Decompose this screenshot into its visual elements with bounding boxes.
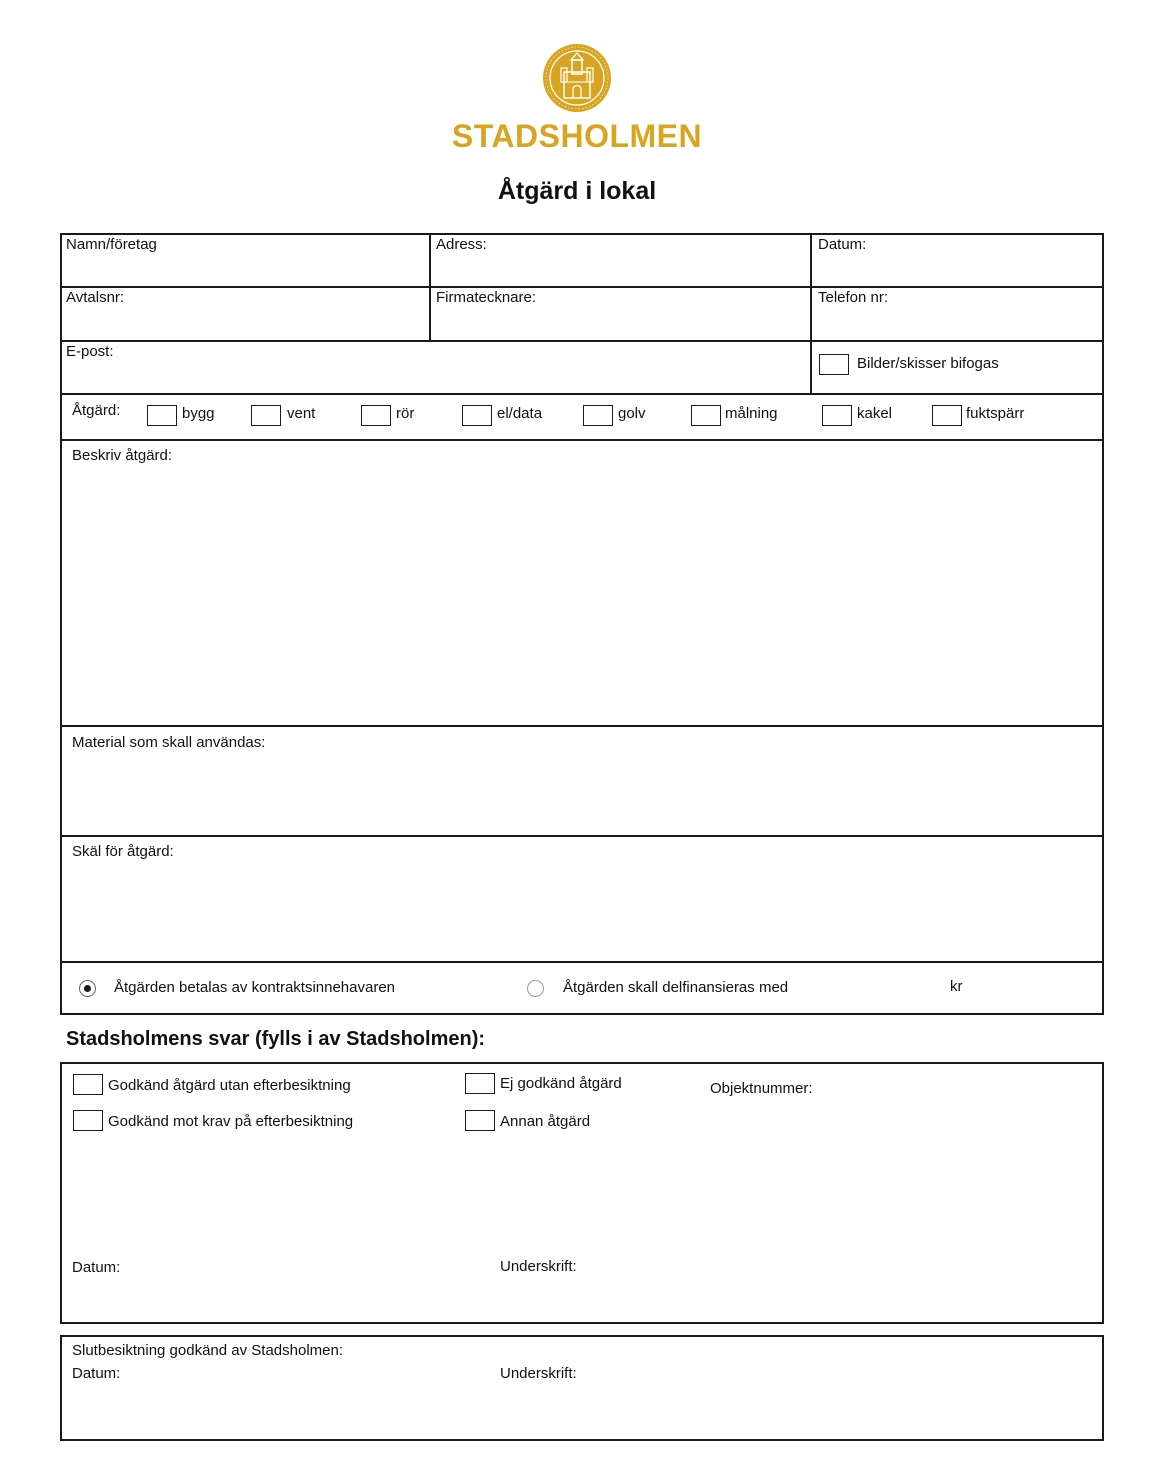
page-title: Åtgärd i lokal [497, 177, 657, 205]
divider [60, 340, 1104, 342]
slut-underskrift-field[interactable] [590, 1362, 1094, 1388]
fuktsparr-label: fuktspärr [966, 405, 1025, 422]
annan-label: Annan åtgärd [500, 1113, 591, 1130]
material-label: Material som skall användas: [72, 734, 266, 751]
svar-heading: Stadsholmens svar (fylls i av Stadsholmen): [66, 1028, 486, 1050]
malning-checkbox[interactable] [691, 405, 721, 426]
bygg-label: bygg [182, 405, 215, 422]
adress-field[interactable] [436, 258, 808, 284]
annan-checkbox[interactable] [465, 1110, 495, 1131]
adress-label: Adress: [436, 236, 487, 253]
payment-amount-field[interactable] [812, 976, 946, 1002]
beskriv-label: Beskriv åtgärd: [72, 447, 173, 464]
divider [60, 439, 1104, 441]
currency-label: kr [950, 978, 963, 995]
svar-datum-field[interactable] [130, 1256, 474, 1282]
golv-checkbox[interactable] [583, 405, 613, 426]
golv-label: golv [618, 405, 646, 422]
divider [60, 961, 1104, 963]
payment-option1-radio[interactable] [79, 980, 96, 997]
divider [60, 835, 1104, 837]
godkand-utan-checkbox[interactable] [73, 1074, 103, 1095]
svar-underskrift-field[interactable] [590, 1256, 1094, 1282]
divider [60, 725, 1104, 727]
malning-label: målning [725, 405, 778, 422]
epost-label: E-post: [66, 343, 114, 360]
material-field[interactable] [72, 757, 1096, 833]
avtalsnr-field[interactable] [66, 311, 426, 337]
divider [60, 286, 1104, 288]
godkand-mot-label: Godkänd mot krav på efterbesiktning [108, 1113, 354, 1130]
objektnummer-field[interactable] [828, 1077, 1092, 1103]
slut-datum-label: Datum: [72, 1365, 121, 1382]
slut-underskrift-label: Underskrift: [500, 1365, 577, 1382]
ror-label: rör [396, 405, 415, 422]
datum-label: Datum: [818, 236, 867, 253]
skal-field[interactable] [72, 866, 1096, 958]
bilder-label: Bilder/skisser bifogas [857, 355, 999, 372]
payment-option2-radio[interactable] [527, 980, 544, 997]
svar-underskrift-label: Underskrift: [500, 1258, 577, 1275]
slut-heading: Slutbesiktning godkänd av Stadsholmen: [72, 1342, 344, 1359]
telefon-field[interactable] [818, 311, 1100, 337]
bilder-checkbox[interactable] [819, 354, 849, 375]
namn-label: Namn/företag [66, 236, 157, 253]
city-seal-logo [541, 42, 613, 114]
firmatecknare-label: Firmatecknare: [436, 289, 537, 306]
seal-icon [541, 42, 613, 114]
payment-option2-label: Åtgärden skall delfinansieras med [563, 979, 789, 996]
ej-godkand-checkbox[interactable] [465, 1073, 495, 1094]
beskriv-field[interactable] [72, 470, 1096, 722]
namn-field[interactable] [66, 258, 426, 284]
vent-checkbox[interactable] [251, 405, 281, 426]
vent-label: vent [287, 405, 316, 422]
atgard-label: Åtgärd: [72, 402, 121, 419]
epost-field[interactable] [66, 365, 808, 391]
ror-checkbox[interactable] [361, 405, 391, 426]
svar-datum-label: Datum: [72, 1259, 121, 1276]
kakel-label: kakel [857, 405, 893, 422]
eldata-label: el/data [497, 405, 543, 422]
avtalsnr-label: Avtalsnr: [66, 289, 125, 306]
datum-field[interactable] [818, 258, 1100, 284]
skal-label: Skäl för åtgärd: [72, 843, 174, 860]
godkand-mot-checkbox[interactable] [73, 1110, 103, 1131]
bygg-checkbox[interactable] [147, 405, 177, 426]
divider [429, 233, 431, 342]
ej-godkand-label: Ej godkänd åtgärd [500, 1075, 622, 1092]
fuktsparr-checkbox[interactable] [932, 405, 962, 426]
brand-name: STADSHOLMEN [451, 118, 703, 154]
firmatecknare-field[interactable] [436, 311, 808, 337]
godkand-utan-label: Godkänd åtgärd utan efterbesiktning [108, 1077, 351, 1094]
telefon-label: Telefon nr: [818, 289, 889, 306]
divider [60, 393, 1104, 395]
kakel-checkbox[interactable] [822, 405, 852, 426]
slut-datum-field[interactable] [130, 1362, 474, 1388]
eldata-checkbox[interactable] [462, 405, 492, 426]
divider [810, 233, 812, 395]
payment-option1-label: Åtgärden betalas av kontraktsinnehavaren [114, 979, 396, 996]
objektnummer-label: Objektnummer: [710, 1080, 813, 1097]
